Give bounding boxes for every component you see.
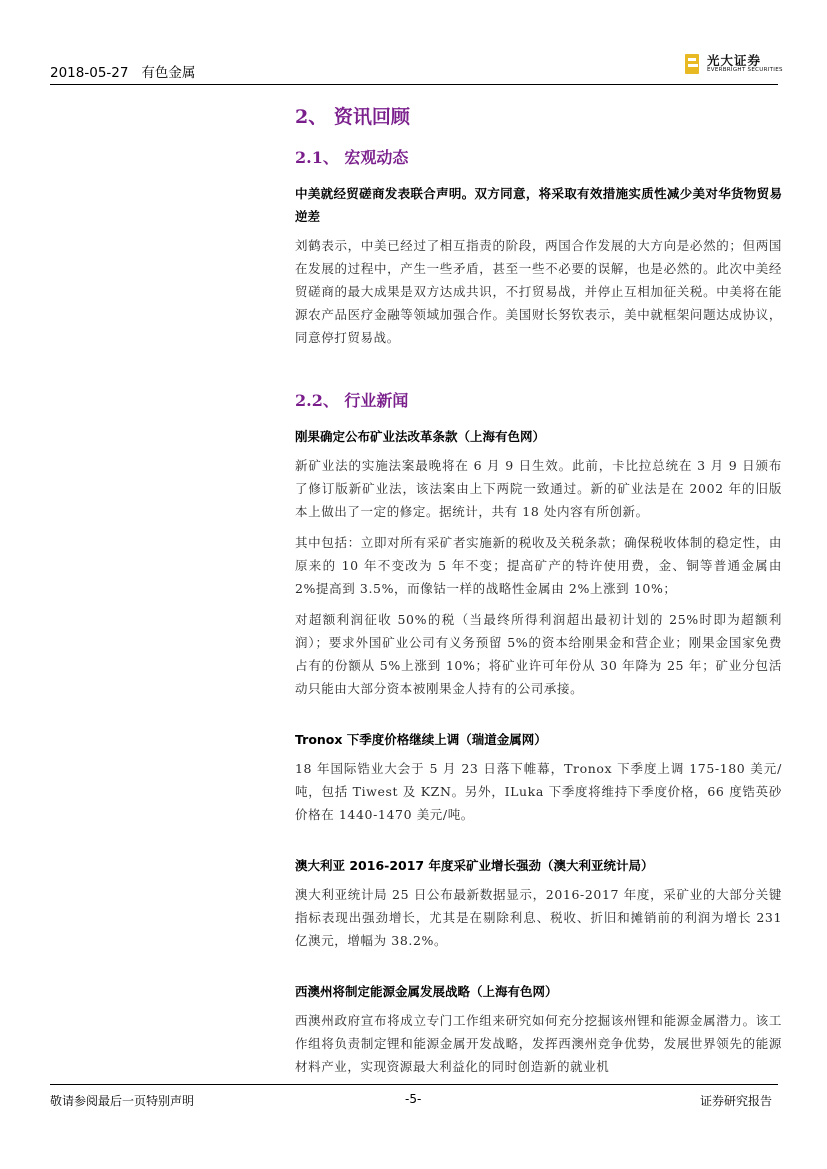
report-date: 2018-05-27 (50, 65, 129, 81)
news-paragraph: 其中包括：立即对所有采矿者实施新的税收及关税条款；确保税收体制的稳定性，由原来的 10 年不变改为 5 年不变；提高矿产的特许使用费，金、铜等普通金属由 2%提高到 3.5%，而像钴一样的战略性金属由 2%上涨到 10%； (295, 535, 782, 596)
news-paragraph: 对超额利润征收 50%的税（当最终所得利润超出最初计划的 25%时即为超额利润）；要求外国矿业公司有义务预留 5%的资本给刚果金和营企业；刚果金国家免费占有的份额从 5%上涨到 10%；将矿业许可年份从 30 年降为 25 年；矿业分包活动只能由大部分资本被刚果金人持有的公司承接。 (295, 612, 782, 696)
macro-news-paragraph: 刘鹤表示，中美已经过了相互指责的阶段，两国合作发展的大方向是必然的；但两国在发展的过程中，产生一些矛盾，甚至一些不必要的误解，也是必然的。此次中美经贸磋商的最大成果是双方达成共识，不打贸易战，并停止互相加征关税。中美将在能源农产品医疗金融等领域加强合作。美国财长努钦表示，美中就框架问题达成协议，同意停打贸易战。 (295, 238, 782, 345)
section-heading-macro: 2.1、 宏观动态 (295, 148, 409, 167)
footer-divider (50, 1084, 778, 1085)
header-date-category (50, 61, 195, 81)
news-paragraph: 澳大利亚统计局 25 日公布最新数据显示，2016-2017 年度，采矿业的大部分关键指标表现出强劲增长，尤其是在剔除利息、税收、折旧和摊销前的利润为增长 231 亿澳元，增幅为 38.2%。 (295, 887, 782, 948)
main-content (295, 100, 782, 1078)
news-paragraph: 18 年国际锆业大会于 5 月 23 日落下帷幕，Tronox 下季度上调 175-180 美元/吨，包括 Tiwest 及 KZN。另外，ILuka 下季度将维持下季度价格，66 度锆英砂价格在 1440-1470 美元/吨。 (295, 761, 782, 822)
news-title-australia-mining: 澳大利亚 2016-2017 年度采矿业增长强劲（澳大利亚统计局） (295, 858, 654, 873)
report-category: 有色金属 (141, 65, 196, 81)
macro-news-title: 中美就经贸磋商发表联合声明。双方同意，将采取有效措施实质性减少美对华货物贸易逆差 (295, 186, 782, 224)
logo-text-en: EVERBRIGHT SECURITIES (707, 67, 783, 73)
logo-mark-icon (683, 53, 703, 75)
news-title-tronox: Tronox 下季度价格继续上调（瑞道金属网） (295, 732, 547, 747)
section-heading-news-review: 2、 资讯回顾 (295, 106, 410, 128)
news-paragraph: 新矿业法的实施法案最晚将在 6 月 9 日生效。此前，卡比拉总统在 3 月 9 日颁布了修订版新矿业法，该法案由上下两院一致通过。新的矿业法是在 2002 年的旧版本上做出了一定的修定。据统计，共有 18 处内容有所创新。 (295, 458, 782, 519)
page-number: -5- (405, 1092, 422, 1106)
news-title-congo-mining-law: 刚果确定公布矿业法改革条款（上海有色网） (295, 429, 546, 444)
news-paragraph: 西澳州政府宣布将成立专门工作组来研究如何充分挖掘该州锂和能源金属潜力。该工作组将负责制定锂和能源金属开发战略，发挥西澳州竞争优势，发展世界领先的能源材料产业，实现资源最大利益化的同时创造新的就业机 (295, 1013, 782, 1074)
footer-report-type: 证券研究报告 (700, 1094, 773, 1108)
section-heading-industry: 2.2、 行业新闻 (295, 391, 409, 410)
news-title-western-australia: 西澳州将制定能源金属发展战略（上海有色网） (295, 984, 558, 999)
everbright-logo (683, 51, 783, 79)
header-divider (50, 84, 778, 85)
logo-text-cn: 光大证券 (707, 53, 762, 68)
footer-disclaimer: 敬请参阅最后一页特别声明 (50, 1094, 195, 1108)
